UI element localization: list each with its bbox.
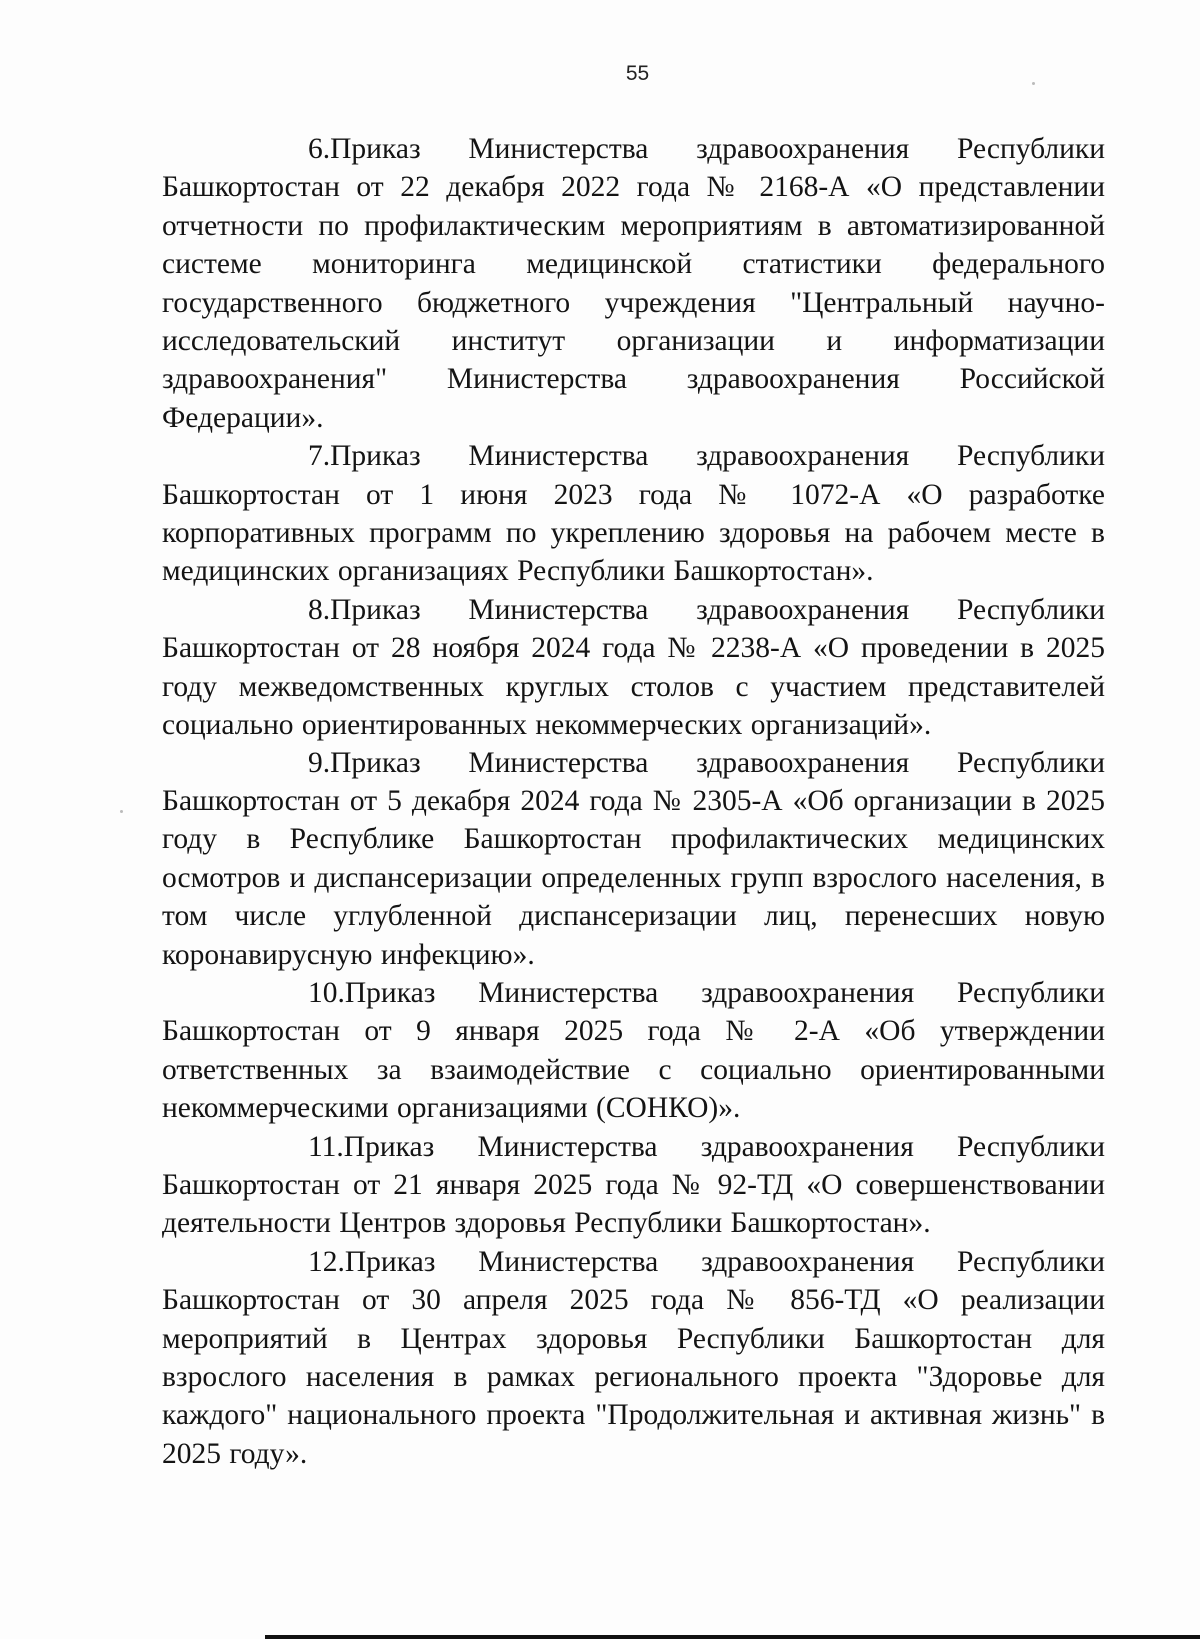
item-number: 6.: [308, 133, 331, 165]
scan-edge-line: [265, 1635, 1200, 1639]
list-item: [162, 437, 1105, 591]
page-number: 55: [625, 62, 650, 85]
item-text: Приказ Министерства здравоохранения Республики Башкортостан от 1 июня 2023 года № 1072-А «О разработке корпоративных программ по укреплению здоровья на рабочем месте в медицинских организациях Республики Башкортостан».: [162, 440, 1105, 588]
item-number: 12.: [308, 1245, 345, 1278]
item-number: 9.: [308, 746, 331, 779]
item-number: 8.: [308, 593, 331, 626]
scan-speck: [120, 810, 123, 813]
item-text: Приказ Министерства здравоохранения Республики Башкортостан от 28 ноября 2024 года № 2238-А «О проведении в 2025 году межведомственных круглых столов с участием представителей социально ориентированных некоммерческих организаций».: [162, 593, 1105, 742]
item-text: Приказ Министерства здравоохранения Республики Башкортостан от 5 декабря 2024 года № 2305-А «Об организации в 2025 году в Республике Башкортостан профилактических медицинских осмотров и диспансеризации определенных групп взрослого населения, в том числе углубленной диспансеризации лиц, перенесших новую коронавирусную инфекцию».: [162, 746, 1105, 971]
list-item: [162, 1128, 1105, 1243]
item-text: Приказ Министерства здравоохранения Республики Башкортостан от 22 декабря 2022 года № 2168-А «О представлении отчетности по профилактическим мероприятиям в автоматизированной системе мониторинга медицинской статистики федерального государственного бюджетного учреждения "Центральный научно-исследовательский институт организации и информатизации здравоохранения" Министерства здравоохранения Российской Федерации».: [162, 133, 1105, 434]
item-text: Приказ Министерства здравоохранения Республики Башкортостан от 30 апреля 2025 года № 856-ТД «О реализации мероприятий в Центрах здоровья Республики Башкортостан для взрослого населения в рамках регионального проекта "Здоровье для каждого" национального проекта "Продолжительная и активная жизнь" в 2025 году».: [162, 1245, 1105, 1470]
item-number: 10.: [308, 976, 345, 1009]
scan-speck: [1032, 82, 1035, 85]
list-item: [162, 591, 1105, 745]
list-item: [162, 974, 1105, 1128]
document-body: [162, 130, 1105, 1473]
list-item: [162, 744, 1105, 974]
item-text: Приказ Министерства здравоохранения Республики Башкортостан от 9 января 2025 года № 2-А «Об утверждении ответственных за взаимодействие с социально ориентированными некоммерческими организациями (СОНКО)».: [162, 976, 1105, 1125]
list-item: [162, 130, 1105, 437]
list-item: [162, 1243, 1105, 1473]
item-number: 7.: [308, 440, 331, 473]
item-number: 11.: [308, 1130, 344, 1163]
item-text: Приказ Министерства здравоохранения Республики Башкортостан от 21 января 2025 года № 92-ТД «О совершенствовании деятельности Центров здоровья Республики Башкортостан».: [162, 1130, 1105, 1240]
